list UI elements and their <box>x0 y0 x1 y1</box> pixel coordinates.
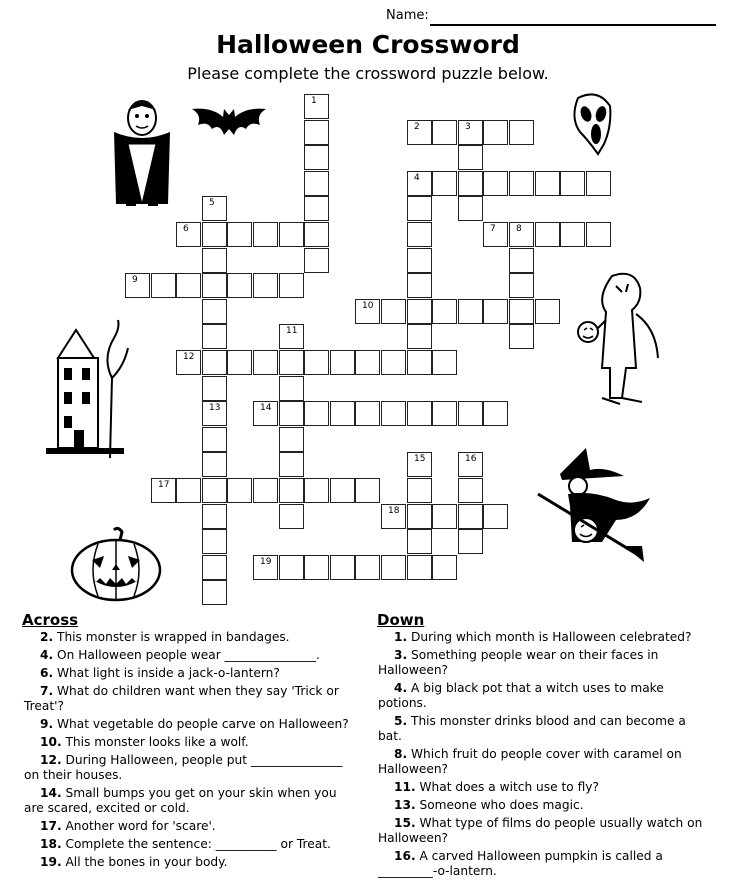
crossword-cell[interactable] <box>483 120 508 145</box>
crossword-cell[interactable] <box>535 171 560 196</box>
crossword-cell[interactable] <box>330 555 355 580</box>
crossword-cell[interactable] <box>407 401 432 426</box>
crossword-cell[interactable] <box>304 478 329 503</box>
crossword-cell[interactable] <box>330 401 355 426</box>
crossword-cell[interactable] <box>304 145 329 170</box>
crossword-cell[interactable] <box>483 222 508 247</box>
crossword-cell[interactable] <box>304 248 329 273</box>
crossword-cell[interactable] <box>407 350 432 375</box>
crossword-cell[interactable] <box>509 120 534 145</box>
clue-across-10: 10. This monster looks like a wolf. <box>40 735 249 749</box>
crossword-cell[interactable] <box>509 324 534 349</box>
crossword-cell[interactable] <box>125 273 150 298</box>
crossword-cell[interactable] <box>304 94 329 119</box>
page-title: Halloween Crossword <box>216 30 520 59</box>
crossword-cell[interactable] <box>176 350 201 375</box>
crossword-cell[interactable] <box>483 299 508 324</box>
crossword-cell[interactable] <box>432 120 457 145</box>
crossword-cell[interactable] <box>560 222 585 247</box>
ghost-mask-icon <box>568 92 614 156</box>
crossword-cell[interactable] <box>458 529 483 554</box>
crossword-cell[interactable] <box>381 350 406 375</box>
crossword-cell[interactable] <box>176 273 201 298</box>
clue-across-9: 9. What vegetable do people carve on Halloween? <box>40 717 349 731</box>
clue-number: 16 <box>465 454 477 464</box>
crossword-cell[interactable] <box>458 504 483 529</box>
crossword-cell[interactable] <box>202 222 227 247</box>
clue-across-4: 4. On Halloween people wear _______________. <box>40 648 320 662</box>
crossword-cell[interactable] <box>279 324 304 349</box>
crossword-cell[interactable] <box>279 350 304 375</box>
crossword-cell[interactable] <box>202 299 227 324</box>
clue-across-6: 6. What light is inside a jack-o-lantern? <box>40 666 280 680</box>
crossword-cell[interactable] <box>202 580 227 605</box>
haunted-house-icon <box>40 318 132 458</box>
crossword-cell[interactable] <box>483 171 508 196</box>
crossword-cell[interactable] <box>304 401 329 426</box>
crossword-cell[interactable] <box>202 196 227 221</box>
crossword-cell[interactable] <box>432 299 457 324</box>
crossword-cell[interactable] <box>227 222 252 247</box>
crossword-cell[interactable] <box>509 299 534 324</box>
crossword-cell[interactable] <box>279 401 304 426</box>
werewolf-icon <box>576 268 662 406</box>
crossword-cell[interactable] <box>355 350 380 375</box>
crossword-cell[interactable] <box>202 350 227 375</box>
crossword-cell[interactable] <box>304 555 329 580</box>
page-subtitle: Please complete the crossword puzzle below. <box>187 64 549 83</box>
across-heading: Across <box>22 611 79 629</box>
crossword-cell[interactable] <box>407 324 432 349</box>
clue-across-18: 18. Complete the sentence: __________ or Treat. <box>40 837 331 851</box>
clue-number: 1 <box>311 96 317 106</box>
crossword-cell[interactable] <box>458 196 483 221</box>
clue-number: 10 <box>362 301 374 311</box>
clue-down-16: 16. A carved Halloween pumpkin is called a _________-o-lantern. <box>378 849 663 878</box>
crossword-cell[interactable] <box>279 273 304 298</box>
crossword-cell[interactable] <box>483 401 508 426</box>
crossword-cell[interactable] <box>253 401 278 426</box>
clue-across-17: 17. Another word for 'scare'. <box>40 819 216 833</box>
clue-number: 6 <box>183 224 189 234</box>
crossword-cell[interactable] <box>407 120 432 145</box>
crossword-cell[interactable] <box>355 478 380 503</box>
crossword-cell[interactable] <box>560 171 585 196</box>
clue-across-12: 12. During Halloween, people put _______________ on their houses. <box>24 753 343 782</box>
clue-down-8: 8. Which fruit do people cover with caramel on Halloween? <box>378 747 682 776</box>
crossword-cell[interactable] <box>407 529 432 554</box>
crossword-cell[interactable] <box>432 171 457 196</box>
crossword-cell[interactable] <box>458 452 483 477</box>
clue-down-5: 5. This monster drinks blood and can become a bat. <box>378 714 686 743</box>
crossword-cell[interactable] <box>432 350 457 375</box>
crossword-cell[interactable] <box>407 299 432 324</box>
crossword-cell[interactable] <box>202 248 227 273</box>
crossword-cell[interactable] <box>381 504 406 529</box>
crossword-cell[interactable] <box>176 478 201 503</box>
crossword-cell[interactable] <box>227 350 252 375</box>
crossword-cell[interactable] <box>381 401 406 426</box>
crossword-cell[interactable] <box>202 452 227 477</box>
crossword-cell[interactable] <box>458 401 483 426</box>
crossword-cell[interactable] <box>432 555 457 580</box>
crossword-cell[interactable] <box>407 504 432 529</box>
crossword-cell[interactable] <box>407 555 432 580</box>
clue-number: 12 <box>183 352 195 362</box>
clue-number: 9 <box>132 275 138 285</box>
clue-down-4: 4. A big black pot that a witch uses to make potions. <box>378 681 664 710</box>
crossword-cell[interactable] <box>407 273 432 298</box>
crossword-cell[interactable] <box>483 504 508 529</box>
crossword-cell[interactable] <box>202 555 227 580</box>
clue-across-2: 2. This monster is wrapped in bandages. <box>40 630 290 644</box>
crossword-cell[interactable] <box>458 478 483 503</box>
crossword-cell[interactable] <box>509 222 534 247</box>
clue-down-1: 1. During which month is Halloween celebrated? <box>394 630 692 644</box>
crossword-cell[interactable] <box>202 324 227 349</box>
crossword-cell[interactable] <box>407 248 432 273</box>
crossword-cell[interactable] <box>509 248 534 273</box>
crossword-cell[interactable] <box>202 273 227 298</box>
crossword-cell[interactable] <box>279 427 304 452</box>
crossword-cell[interactable] <box>381 555 406 580</box>
clue-number: 15 <box>414 454 426 464</box>
crossword-cell[interactable] <box>279 504 304 529</box>
crossword-cell[interactable] <box>304 171 329 196</box>
witch-icon <box>532 446 652 564</box>
clue-number: 7 <box>490 224 496 234</box>
clue-down-13: 13. Someone who does magic. <box>394 798 584 812</box>
down-clues <box>378 630 710 882</box>
crossword-cell[interactable] <box>407 196 432 221</box>
crossword-cell[interactable] <box>202 504 227 529</box>
clue-number: 11 <box>286 326 298 336</box>
clue-across-19: 19. All the bones in your body. <box>40 855 228 869</box>
crossword-cell[interactable] <box>202 376 227 401</box>
crossword-cell[interactable] <box>535 299 560 324</box>
clue-number: 2 <box>414 122 420 132</box>
crossword-cell[interactable] <box>509 273 534 298</box>
crossword-cell[interactable] <box>535 222 560 247</box>
crossword-cell[interactable] <box>151 273 176 298</box>
crossword-cell[interactable] <box>279 222 304 247</box>
crossword-cell[interactable] <box>458 171 483 196</box>
clue-across-14: 14. Small bumps you get on your skin when you are scared, excited or cold. <box>24 786 337 815</box>
crossword-cell[interactable] <box>227 478 252 503</box>
clue-number: 18 <box>388 506 400 516</box>
crossword-cell[interactable] <box>509 171 534 196</box>
crossword-cell[interactable] <box>304 120 329 145</box>
clue-number: 5 <box>209 198 215 208</box>
clue-across-7: 7. What do children want when they say 'Trick or Treat'? <box>24 684 339 713</box>
bat-icon <box>190 105 268 139</box>
crossword-cell[interactable] <box>279 376 304 401</box>
clue-down-3: 3. Something people wear on their faces in Halloween? <box>378 648 659 677</box>
crossword-cell[interactable] <box>355 299 380 324</box>
crossword-cell[interactable] <box>279 452 304 477</box>
clue-number: 14 <box>260 403 272 413</box>
clue-number: 19 <box>260 557 272 567</box>
name-label: Name: <box>386 8 429 23</box>
crossword-cell[interactable] <box>227 273 252 298</box>
crossword-cell[interactable] <box>407 478 432 503</box>
crossword-cell[interactable] <box>355 555 380 580</box>
crossword-cell[interactable] <box>202 401 227 426</box>
across-clues <box>24 630 360 873</box>
crossword-cell[interactable] <box>458 145 483 170</box>
clue-down-11: 11. What does a witch use to fly? <box>394 780 599 794</box>
crossword-cell[interactable] <box>586 222 611 247</box>
crossword-cell[interactable] <box>202 478 227 503</box>
crossword-cell[interactable] <box>304 222 329 247</box>
crossword-cell[interactable] <box>176 222 201 247</box>
crossword-cell[interactable] <box>151 478 176 503</box>
clue-number: 13 <box>209 403 221 413</box>
crossword-cell[interactable] <box>304 196 329 221</box>
crossword-cell[interactable] <box>202 529 227 554</box>
crossword-cell[interactable] <box>432 401 457 426</box>
crossword-cell[interactable] <box>330 478 355 503</box>
crossword-cell[interactable] <box>432 504 457 529</box>
crossword-cell[interactable] <box>279 555 304 580</box>
crossword-cell[interactable] <box>253 478 278 503</box>
name-line[interactable] <box>430 24 716 26</box>
down-heading: Down <box>377 611 425 629</box>
crossword-cell[interactable] <box>253 350 278 375</box>
crossword-cell[interactable] <box>355 401 380 426</box>
crossword-cell[interactable] <box>458 299 483 324</box>
crossword-cell[interactable] <box>381 299 406 324</box>
clue-down-15: 15. What type of films do people usually watch on Halloween? <box>378 816 703 845</box>
dracula-icon <box>106 92 178 210</box>
clue-number: 8 <box>516 224 522 234</box>
clue-number: 3 <box>465 122 471 132</box>
crossword-cell[interactable] <box>279 478 304 503</box>
crossword-cell[interactable] <box>330 350 355 375</box>
crossword-cell[interactable] <box>586 171 611 196</box>
clue-number: 4 <box>414 173 420 183</box>
pumpkin-icon <box>68 526 164 602</box>
crossword-cell[interactable] <box>304 350 329 375</box>
crossword-cell[interactable] <box>407 171 432 196</box>
crossword-cell[interactable] <box>407 222 432 247</box>
crossword-cell[interactable] <box>407 452 432 477</box>
crossword-cell[interactable] <box>253 555 278 580</box>
clue-number: 17 <box>158 480 170 490</box>
crossword-cell[interactable] <box>253 222 278 247</box>
crossword-cell[interactable] <box>458 120 483 145</box>
crossword-cell[interactable] <box>202 427 227 452</box>
crossword-cell[interactable] <box>253 273 278 298</box>
